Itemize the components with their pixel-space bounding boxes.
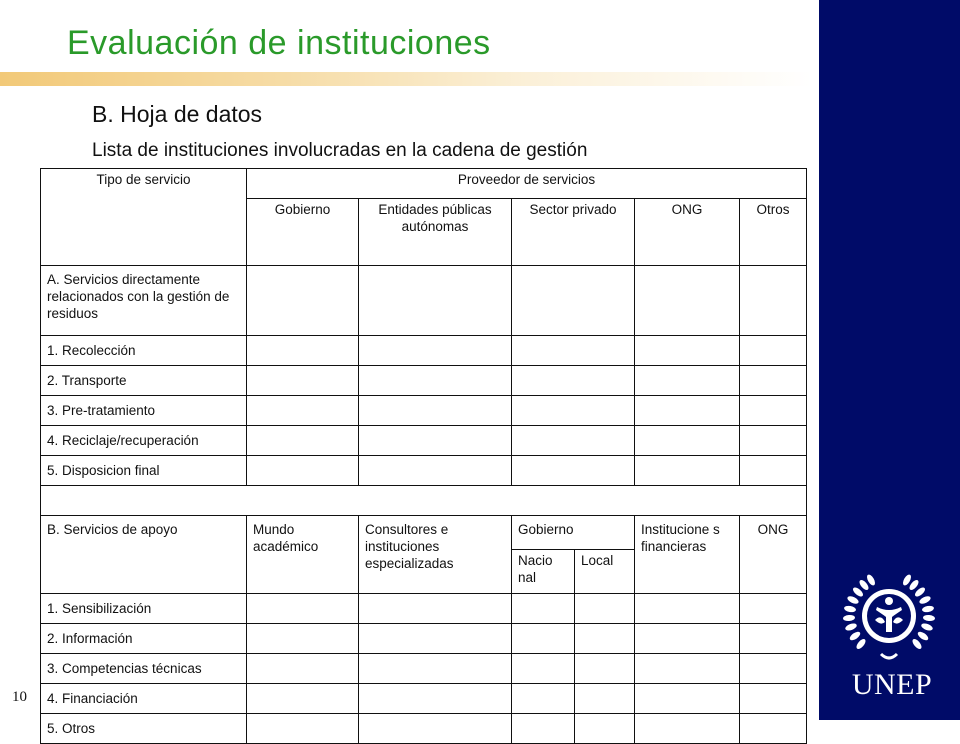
page-title: Evaluación de instituciones [67,24,491,62]
table-row [41,684,807,714]
subtitle: B. Hoja de datos [92,101,263,127]
brand-sidebar [819,0,960,720]
table-cell[interactable] [740,266,807,336]
table-cell[interactable] [359,396,512,426]
table-cell[interactable] [359,714,512,744]
provider-header: Gobierno [247,199,359,266]
table-cell[interactable] [247,654,359,684]
table-row [41,366,807,396]
table-cell[interactable] [512,396,635,426]
table-cell[interactable] [359,266,512,336]
table-cell[interactable] [635,456,740,486]
table-cell[interactable] [247,266,359,336]
provider-header: Consultores e instituciones especializadas [359,516,512,594]
table-cell[interactable] [512,684,575,714]
table-cell[interactable] [635,266,740,336]
table-cell [41,486,807,516]
row-label: 5. Otros [41,714,247,744]
table-cell[interactable] [247,684,359,714]
table-cell[interactable] [740,366,807,396]
table-row [41,396,807,426]
table-cell[interactable] [247,426,359,456]
table-row [41,594,807,624]
brand-name: UNEP [851,668,933,701]
provider-subheader: Nacio nal [512,550,575,594]
table-cell[interactable] [359,654,512,684]
table-cell[interactable] [635,336,740,366]
table-cell[interactable] [247,396,359,426]
table-cell[interactable] [740,594,807,624]
table-cell[interactable] [512,456,635,486]
table-cell[interactable] [359,366,512,396]
provider-header: ONG [635,199,740,266]
table-cell[interactable] [359,594,512,624]
list-title: Lista de instituciones involucradas en la cadena de gestión [92,140,588,161]
table-cell[interactable] [512,654,575,684]
row-label: 2. Información [41,624,247,654]
table-cell[interactable] [359,426,512,456]
provider-header: ONG [740,516,807,594]
section-a-label: A. Servicios directamente relacionados con la gestión de residuos [41,266,247,336]
row-label: 1. Sensibilización [41,594,247,624]
table-cell[interactable] [740,624,807,654]
table-row [41,336,807,366]
provider-header: Institucione s financieras [635,516,740,594]
table-cell[interactable] [635,426,740,456]
provider-header: Otros [740,199,807,266]
title-underline [0,72,812,86]
table-cell[interactable] [740,426,807,456]
table-cell[interactable] [635,654,740,684]
table-cell[interactable] [740,396,807,426]
table-cell[interactable] [512,266,635,336]
table-cell[interactable] [512,336,635,366]
table-cell[interactable] [635,714,740,744]
col-header-tipo: Tipo de servicio [41,169,247,266]
provider-header: Gobierno [512,516,635,550]
row-label: 5. Disposicion final [41,456,247,486]
row-label: 4. Reciclaje/recuperación [41,426,247,456]
table-row [41,624,807,654]
table-row [41,714,807,744]
table-cell[interactable] [575,654,635,684]
table-cell[interactable] [635,366,740,396]
row-label: 2. Transporte [41,366,247,396]
table-cell[interactable] [575,624,635,654]
table-cell[interactable] [575,714,635,744]
table-cell[interactable] [635,396,740,426]
institutions-table [40,168,807,744]
table-cell[interactable] [575,594,635,624]
table-cell[interactable] [247,624,359,654]
table-cell[interactable] [635,594,740,624]
unep-emblem-icon [841,570,937,666]
table-row [41,426,807,456]
row-label: 3. Pre-tratamiento [41,396,247,426]
table-cell[interactable] [247,456,359,486]
table-cell[interactable] [359,456,512,486]
provider-subheader: Local [575,550,635,594]
page-number: 10 [12,689,27,705]
table-cell[interactable] [359,624,512,654]
table-cell[interactable] [359,336,512,366]
table-cell[interactable] [740,714,807,744]
section-b-label: B. Servicios de apoyo [41,516,247,594]
table-cell[interactable] [512,426,635,456]
table-cell[interactable] [740,336,807,366]
table-cell[interactable] [247,714,359,744]
row-label: 3. Competencias técnicas [41,654,247,684]
table-cell[interactable] [575,684,635,714]
table-cell[interactable] [512,714,575,744]
table-row [41,456,807,486]
table-cell[interactable] [512,366,635,396]
table-cell[interactable] [512,594,575,624]
table-cell[interactable] [512,624,575,654]
table-cell[interactable] [635,624,740,654]
spacer-row [41,486,807,516]
table-cell[interactable] [740,684,807,714]
row-label: 4. Financiación [41,684,247,714]
provider-header: Mundo académico [247,516,359,594]
table-cell[interactable] [247,336,359,366]
table-cell[interactable] [359,684,512,714]
table-row [41,654,807,684]
table-cell[interactable] [247,366,359,396]
provider-header: Sector privado [512,199,635,266]
table-cell[interactable] [247,594,359,624]
col-header-proveedor: Proveedor de servicios [247,169,807,199]
provider-header: Entidades públicas autónomas [359,199,512,266]
table-cell[interactable] [740,456,807,486]
table-cell[interactable] [635,684,740,714]
row-label: 1. Recolección [41,336,247,366]
table-cell[interactable] [740,654,807,684]
